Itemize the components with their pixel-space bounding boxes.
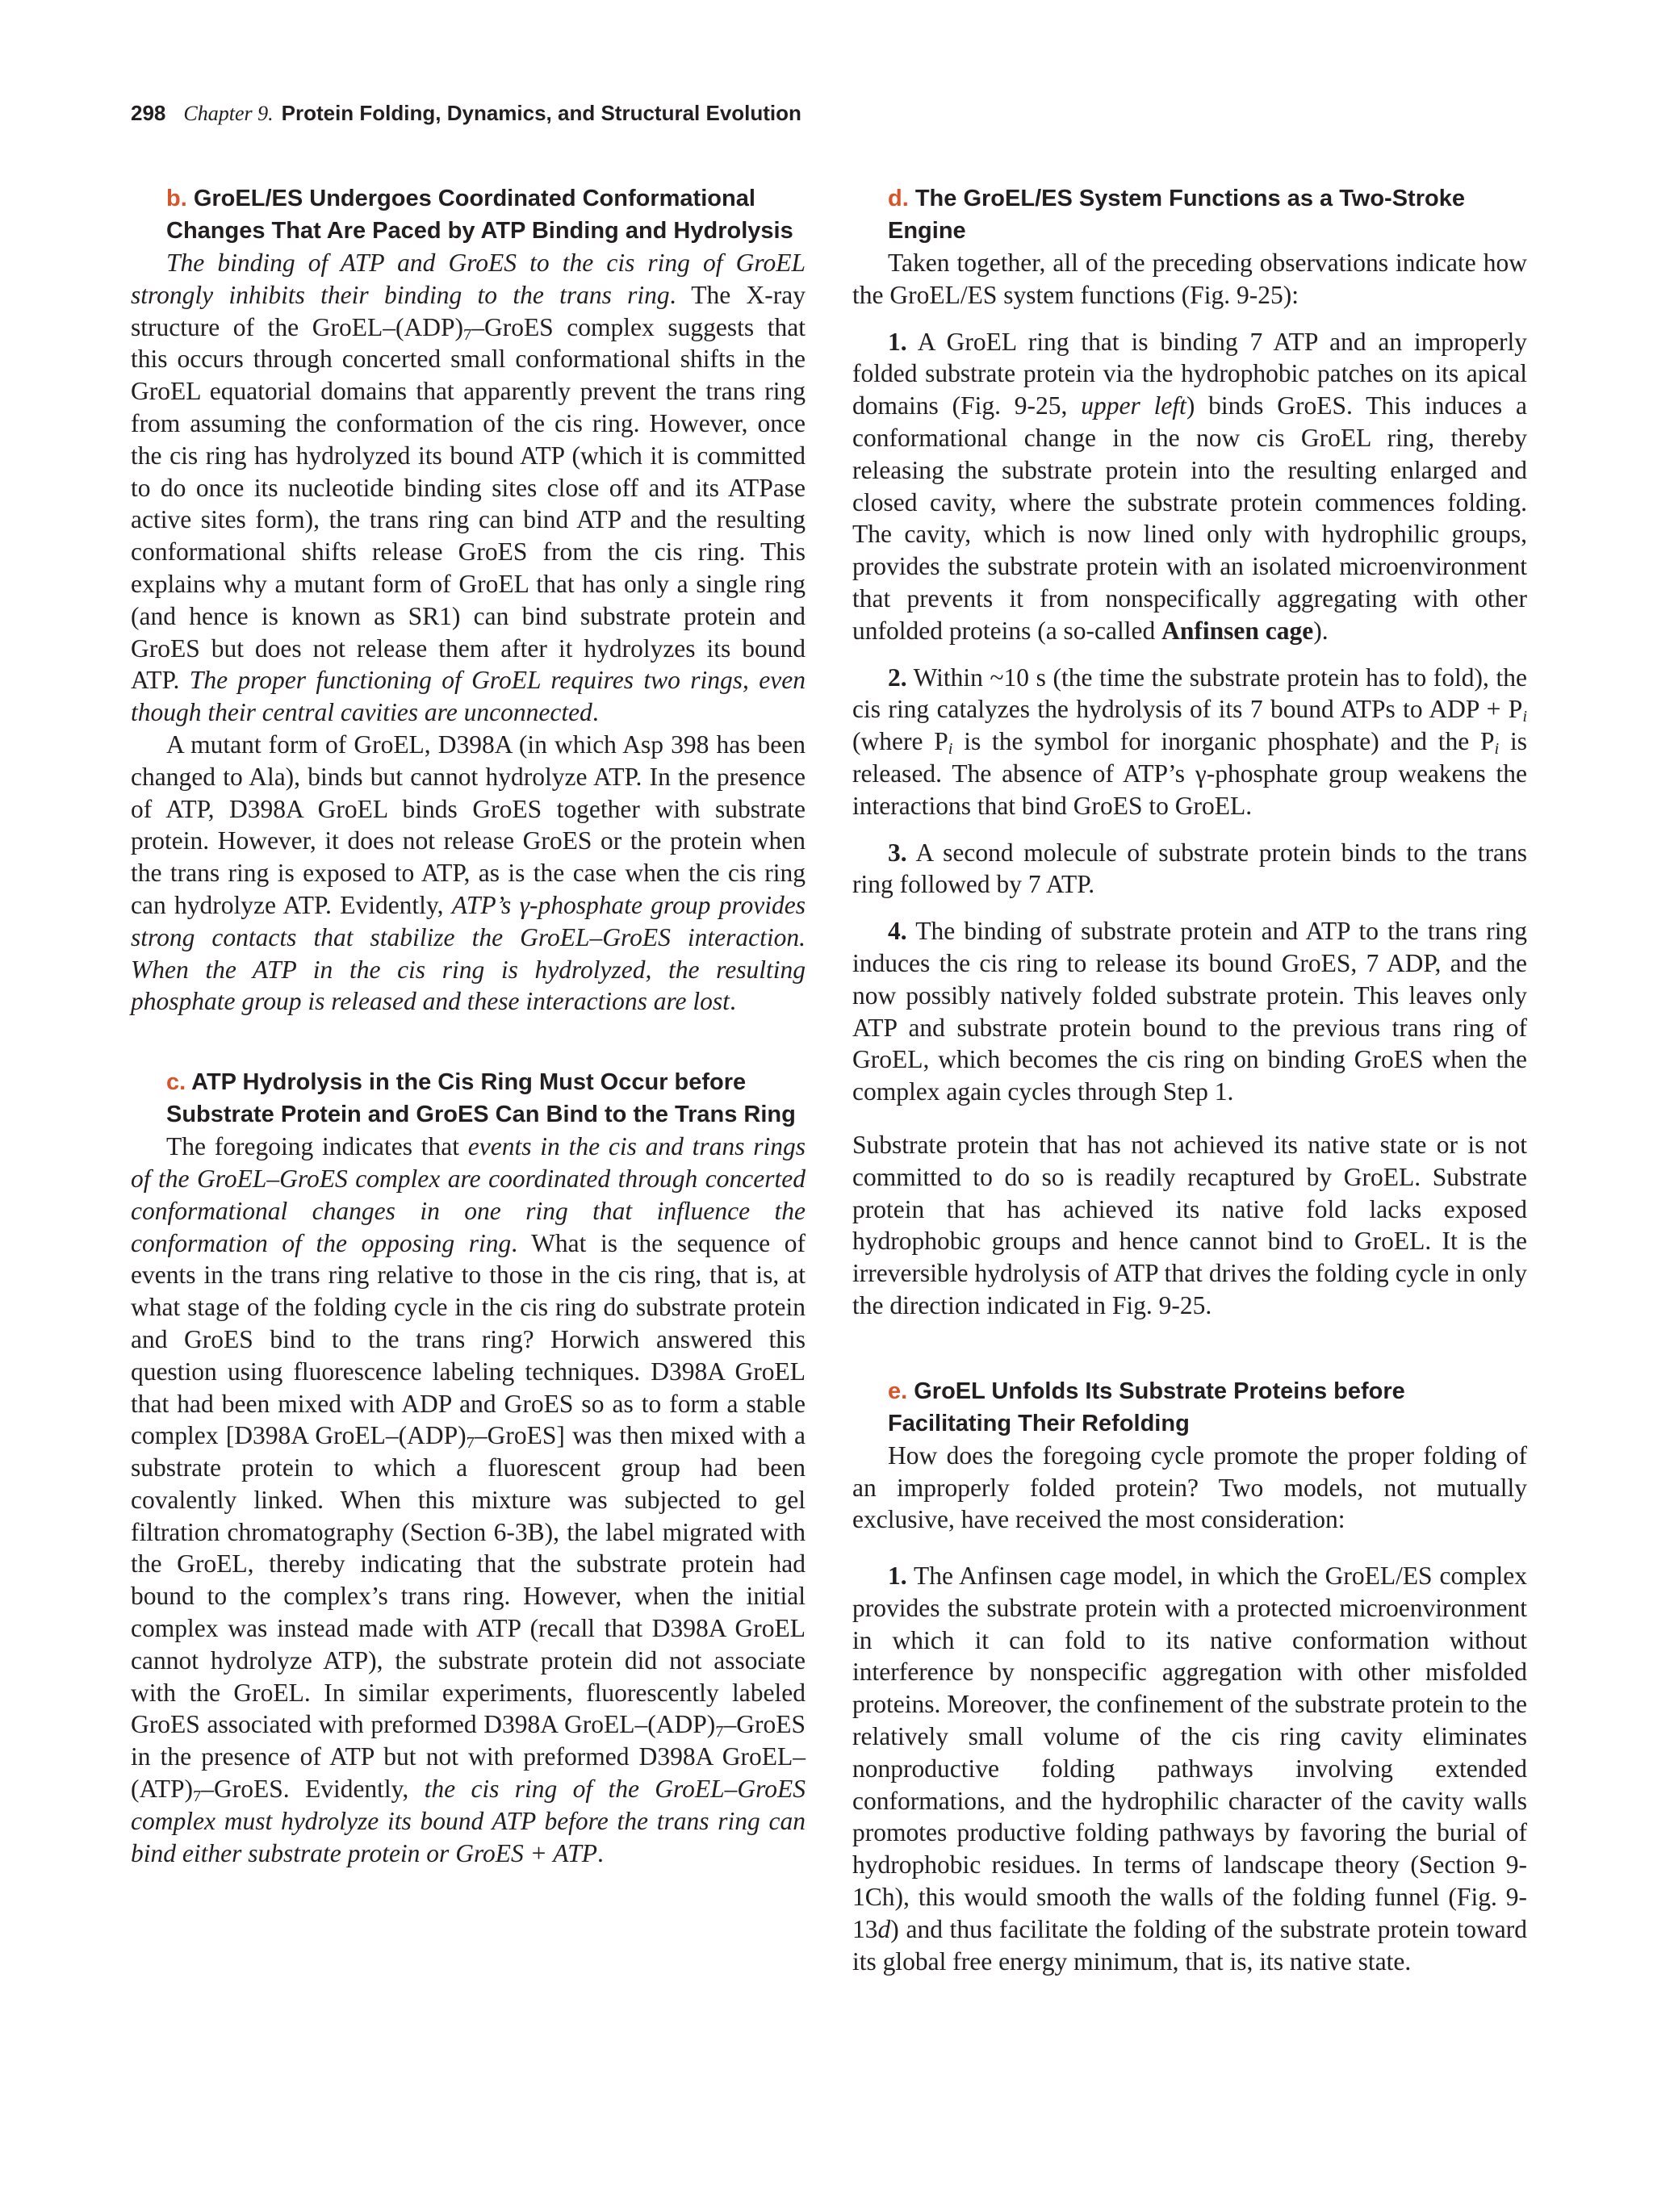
section-d-closing: Substrate protein that has not achieved its native state or is not committed to do so is readily recaptured by GroEL. Substrate protein that has achieved its native fold lacks exposed hydrophobic groups and hence cannot bind to GroEL. It is the irreversible hydrolysis of ATP that drives the folding cycle in only the direction indicated in Fig. 9-25. (852, 1130, 1527, 1319)
section-d-heading (852, 182, 1527, 247)
text: . What is the sequence of events in the trans ring relative to those in the cis ring, that is, at what stage of the folding cycle in the cis ring do substrate protein and GroES bind to the trans ring? Horwich answered this question using fluorescence labeling techniques. D398A GroEL that had been mixed with ADP and GroES so as to form a stable complex [D398A GroEL–(ADP) (131, 1228, 806, 1450)
section-b-letter: b. (166, 186, 187, 211)
subscript: i (1494, 740, 1500, 759)
text: Within ~10 s (the time the substrate protein has to fold), the cis ring catalyzes the hydrolysis of its 7 bound ATPs to ADP + P (852, 663, 1527, 724)
chapter-title: Protein Folding, Dynamics, and Structural Evolution (281, 101, 801, 125)
item-number: 1. (888, 327, 907, 356)
emphasis: ATP’s γ-phosphate group provides strong contacts that stabilize the GroEL–GroES interaction. When the ATP in the cis ring is hydrolyzed, the resulting phosphate group is released and these interactions are lost (131, 890, 806, 1016)
section-d-letter: d. (888, 186, 909, 211)
chapter-label: Chapter 9. (183, 102, 274, 125)
left-column (131, 182, 806, 1869)
text: . (592, 698, 599, 727)
right-column (852, 182, 1527, 1977)
section-c-paragraph-1 (131, 1131, 806, 1869)
section-d-title: The GroEL/ES System Functions as a Two-Stroke Engine (888, 186, 1465, 244)
text: –GroES] was then mixed with a substrate protein to which a fluorescent group had been covalently linked. When this mixture was subjected to gel filtration chromatography (Section 6-3B), the label migrated with the GroEL, thereby indicating that the substrate protein had bound to the complex’s trans ring. However, when the initial complex was instead made with ATP (recall that D398A GroEL cannot hydrolyze ATP), the substrate protein did not associate with the GroEL. In similar experiments, fluorescently labeled GroES associated with preformed D398A GroEL–(ADP) (131, 1421, 806, 1739)
text: The Anfinsen cage model, in which the GroEL/ES complex provides the substrate protein with a protected microenvironment in which it can fold to its native conformation without interference by nonspecific aggregation with other misfolded proteins. Moreover, the confinement of the substrate protein to the relatively small volume of the cis ring cavity eliminates nonproductive folding pathways involving extended conformations, and the hydrophilic character of the cavity walls promotes productive folding pathways by favoring the burial of hydrophobic residues. In terms of landscape theory (Section 9-1Ch), this would smooth the walls of the folding funnel (Fig. 9-13 (852, 1562, 1527, 1943)
emphasis: The binding of ATP and GroES to the cis ring of GroEL strongly inhibits their binding to the trans ring (131, 249, 806, 309)
text: A second molecule of substrate protein binds to the trans ring followed by 7 ATP. (852, 838, 1527, 899)
section-d-item-2 (852, 662, 1527, 822)
subscript: 7 (193, 1788, 202, 1806)
section-b-paragraph-2 (131, 729, 806, 1018)
text: is released. The absence of ATP’s γ-phosphate group weakens the interactions that bind GroES to GroEL. (852, 727, 1527, 820)
running-header (131, 101, 801, 126)
section-e-title: GroEL Unfolds Its Substrate Proteins before Facilitating Their Refolding (888, 1378, 1405, 1436)
section-e-letter: e. (888, 1378, 908, 1404)
subscript: i (1522, 708, 1527, 726)
item-number: 3. (888, 838, 907, 867)
text: A mutant form of GroEL, D398A (in which Asp 398 has been changed to Ala), binds but cannot hydrolyze ATP. In the presence of ATP, D398A GroEL binds GroES together with substrate protein. However, it does not release GroES or the protein when the trans ring is exposed to ATP, as is the case when the cis ring can hydrolyze ATP. Evidently, (131, 730, 806, 919)
item-number: 1. (888, 1562, 907, 1591)
text: ) and thus facilitate the folding of the substrate protein toward its global free energy minimum, that is, its native state. (852, 1914, 1527, 1976)
section-d-intro: Taken together, all of the preceding observations indicate how the GroEL/ES system functions (Fig. 9-25): (852, 249, 1527, 309)
section-c-title: ATP Hydrolysis in the Cis Ring Must Occur before Substrate Protein and GroES Can Bind to the Trans Ring (166, 1069, 796, 1128)
text: is the symbol for inorganic phosphate) and the P (952, 727, 1495, 756)
emphasis: events in the cis and trans rings of the GroEL–GroES complex are coordinated through concerted conformational changes in one ring that influence the conformation of the opposing ring (131, 1132, 806, 1257)
text: (where P (852, 727, 948, 756)
subscript: 7 (715, 1723, 724, 1742)
section-e-heading (852, 1375, 1527, 1440)
section-b-heading (131, 182, 806, 247)
text: . (597, 1838, 604, 1867)
text: –GroES in the presence of ATP but not with preformed D398A GroEL–(ATP) (131, 1710, 806, 1804)
subscript: 7 (462, 325, 472, 344)
subscript: i (948, 740, 953, 759)
text: The foregoing indicates that (166, 1132, 468, 1161)
subscript: 7 (466, 1434, 475, 1453)
section-d-item-3 (852, 837, 1527, 901)
section-e-item-1 (852, 1560, 1527, 1977)
section-c-heading (131, 1066, 806, 1131)
emphasis: d (877, 1914, 891, 1943)
text: ) binds GroES. This induces a conformational change in the now cis GroEL ring, thereby releasing the substrate protein into the resulting enlarged and closed cavity, where the substrate protein commences folding. The cavity, which is now lined only with hydrophilic groups, provides the substrate protein with an isolated microenvironment that prevents it from nonspecifically aggregating with other unfolded proteins (a so-called (852, 391, 1527, 645)
text: –GroES complex suggests that this occurs through concerted small conformational shifts in the GroEL equatorial domains that apparently prevent the trans ring from assuming the conformation of the cis ring. However, once the cis ring has hydrolyzed its bound ATP (which it is committed to do once its nucleotide binding sites close off and its ATPase active sites form), the trans ring can bind ATP and the resulting conformational shifts release GroES from the cis ring. This explains why a mutant form of GroEL that has only a single ring (and hence is known as SR1) can bind substrate protein and GroES but does not release them after it hydrolyzes its bound ATP. (131, 312, 806, 695)
section-b-title: GroEL/ES Undergoes Coordinated Conformational Changes That Are Paced by ATP Binding and Hydrolysis (166, 186, 793, 244)
section-b-paragraph-1 (131, 247, 806, 729)
text: . The X-ray structure of the GroEL–(ADP) (131, 280, 806, 341)
text: The binding of substrate protein and ATP to the trans ring induces the cis ring to release its bound GroES, 7 ADP, and the now possibly natively folded substrate protein. This leaves only ATP and substrate protein bound to the previous trans ring of GroEL, which becomes the cis ring on binding GroES when the complex again cycles through Step 1. (852, 917, 1527, 1106)
section-c-letter: c. (166, 1069, 186, 1096)
section-e-intro: How does the foregoing cycle promote the proper folding of an improperly folded protein? Two models, not mutually exclusive, have received the most consideration: (852, 1441, 1527, 1534)
emphasis: upper left (1081, 391, 1186, 420)
section-d-item-1 (852, 326, 1527, 647)
section-d-item-4 (852, 915, 1527, 1108)
text: A GroEL ring that is binding 7 ATP and an improperly folded substrate protein via the hydrophobic patches on its apical domains (Fig. 9-25, (852, 327, 1527, 420)
emphasis: the cis ring of the GroEL–GroES complex must hydrolyze its bound ATP before the trans ring can bind either substrate protein or GroES + ATP (131, 1775, 806, 1867)
text: . (729, 987, 736, 1016)
text: ). (1313, 616, 1329, 645)
item-number: 4. (888, 917, 907, 946)
emphasis: The proper functioning of GroEL requires two rings, even though their central cavities are unconnected (131, 666, 806, 727)
item-number: 2. (888, 663, 907, 692)
text: –GroES. Evidently, (201, 1775, 425, 1804)
page-number: 298 (131, 101, 166, 125)
key-term: Anfinsen cage (1161, 616, 1314, 645)
